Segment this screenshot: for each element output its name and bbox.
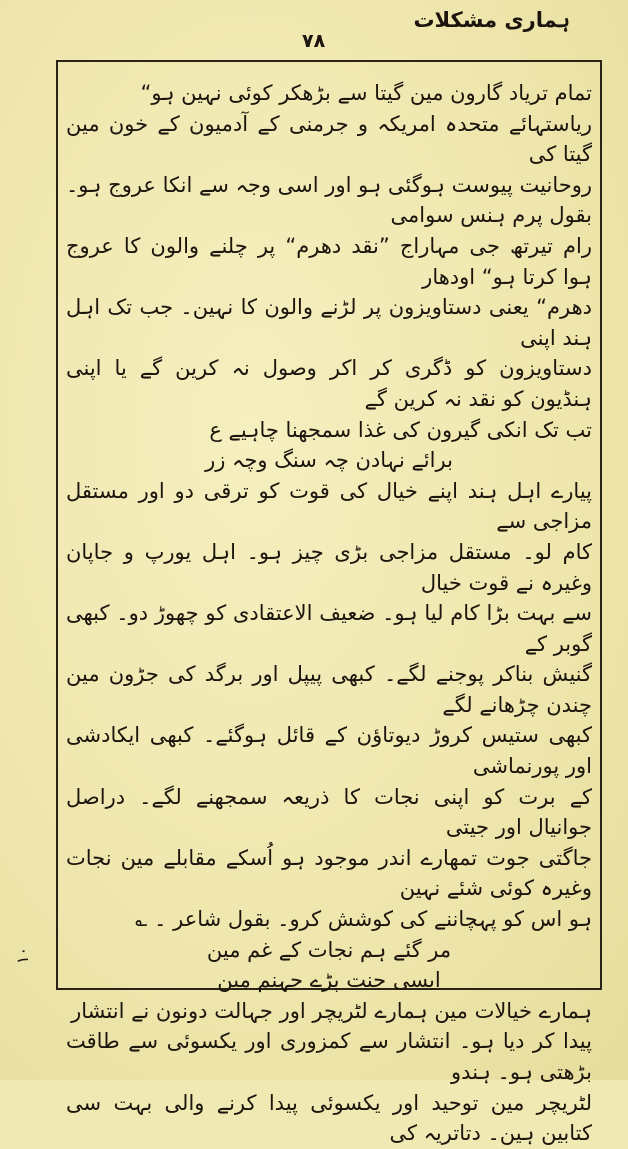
text-line: جاگتی جوت تمھارے اندر موجود ہو اُسکے مقابلے مین نجات وغیرہ کوئی شئے نہین [66,845,592,901]
text-line: کبھی ستیس کروڑ دیوتاؤن کے قائل ہوگئے۔ کبھی ایکادشی اور پورنماشی [66,723,592,779]
text-line: پیدا کر دیا ہو۔ انتشار سے کمزوری اور یکسوئی سے طاقت بڑھتی ہو۔ ہندو [66,1029,592,1084]
text-line: کام لو۔ مستقل مزاجی بڑی چیز ہو۔ اہل یورپ و جاپان وغیرہ نے قوت خیال [66,539,592,595]
text-line: تمام تریاد گارون مین گیتا سے بڑھکر کوئی نہین ہو“ [140,81,592,105]
text-line: ہمارے خیالات مین ہمارے لٹریچر اور جہالت دونون نے انتشار [71,998,592,1023]
text-line: دھرم“ یعنی دستاویزون پر لڑنے والون کا نہین۔ جب تک اہل ہند اپنی [66,295,592,350]
text-line: رام تیرتھ جی مہاراج ”نقد دھرم“ پر چلنے والون کا عروج ہوا کرتا ہو“ اودھار [66,233,592,289]
text-line: دستاویزون کو ڈگری کر اکر وصول نہ کرین گے یا اپنی ہنڈیون کو نقد نہ کرین گے [66,356,592,411]
page-number: ۷۸ [302,30,326,52]
running-head: ہماری مشکلات [413,8,570,32]
text-line: تب تک انکی گیرون کی غذا سمجھنا چاہیے ع [209,417,592,442]
text-line: ہو اس کو پہچاننے کی کوشش کرو۔ بقول شاعر ۔ ؎ [135,907,592,932]
text-line: سے بہت بڑا کام لیا ہو۔ ضعیف الاعتقادی کو چھوڑ دو۔ کبھی گوبر کے [66,601,592,656]
verse-line: برائے نہادن چہ سنگ وچہ زر [205,448,453,473]
text-line: گنیش بناکر پوجنے لگے۔ کبھی پیپل اور برگد کی جڑون مین چندن چڑھانے لگے [66,662,592,717]
text-line: لٹریچر مین توحید اور یکسوئی پیدا کرنے والی بہت سی کتابین ہین۔ دتاتریہ کی [66,1090,592,1146]
text-line: کے برت کو اپنی نجات کا ذریعہ سمجھنے لگے۔ دراصل جوانیال اور جیتی [66,784,592,840]
verse-line: ایسی جنت پڑے جہنم مین [217,968,441,993]
body-text [66,78,592,1149]
text-line: پیارے اہل ہند اپنے خیال کی قوت کو ترقی دو اور مستقل مزاجی سے [66,478,592,534]
text-line: روحانیت پیوست ہوگئی ہو اور اسی وجہ سے انکا عروج ہو۔ بقول پرم ہنس سوامی [66,172,592,228]
margin-mark: ۱۰ [13,946,33,965]
verse-line: مر گئے ہم نجات کے غم مین [206,937,452,962]
text-line: ریاستہائے متحدہ امریکہ و جرمنی کے آدمیون کے خون مین گیتا کی [66,111,592,167]
